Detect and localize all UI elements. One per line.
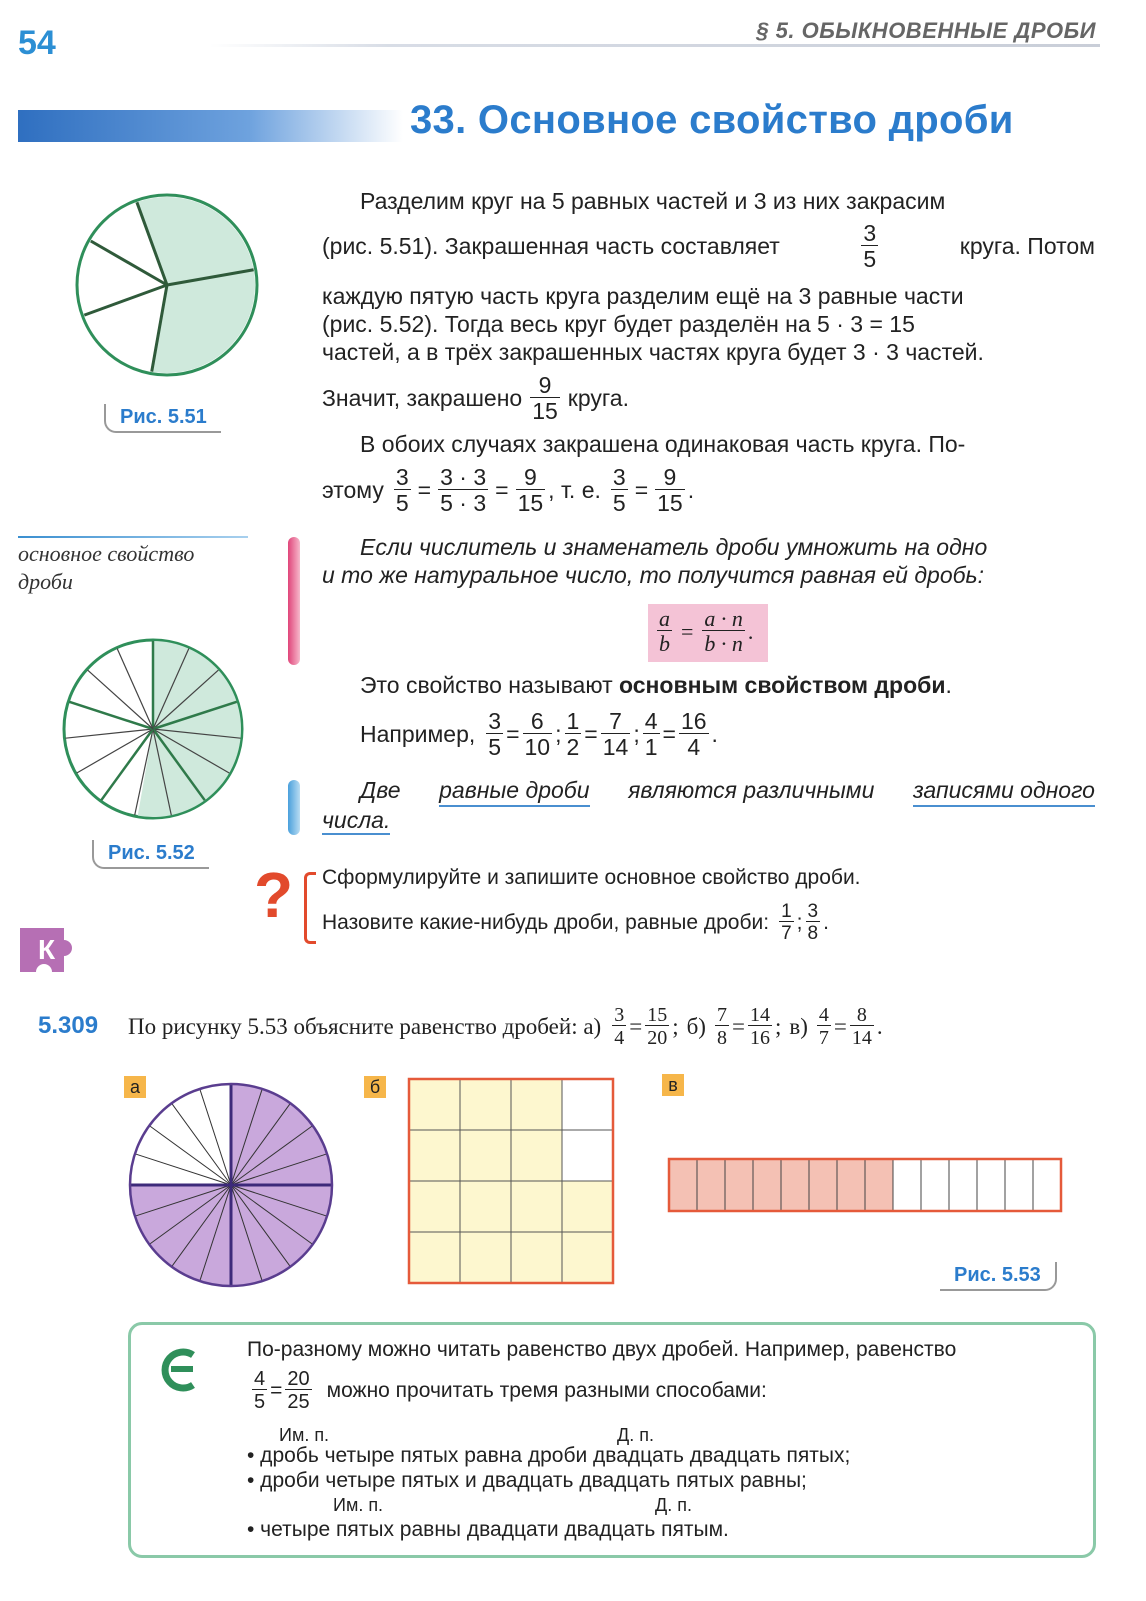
example-line: Например, $\frac{3}{5}$ = $\frac{6}{10}$ ; $\frac{1}{2}$ = $\frac{7}{14}$ ; $\frac{4}{1}$ = $\frac{16}{4}$ . xyxy=(360,708,718,760)
note-underlined: записями одного xyxy=(913,776,1095,807)
header-rule xyxy=(210,44,1100,47)
note-marker-bar xyxy=(288,780,300,835)
grid-cell xyxy=(460,1181,511,1232)
strip-cell xyxy=(1033,1159,1061,1211)
grid-cell xyxy=(460,1232,511,1283)
fraction: $\frac{3}{5}$ xyxy=(488,708,502,760)
para2-line2: этому $\frac{3}{5}$ = $\frac{3 \cdot 3}{5 \cdot 3}$ = $\frac{9}{15}$ , т. е. $\frac{3}{5}$ = $\frac{9}{15}$ . xyxy=(322,464,695,516)
question-2: Назовите какие-нибудь дроби, равные дроби: $\frac{1}{7}$ ; $\frac{3}{8}$ . xyxy=(322,901,829,944)
para2-text: этому xyxy=(322,477,384,503)
grid-cell xyxy=(511,1130,562,1181)
para1-text: круга. Потом xyxy=(959,233,1095,259)
strip-cell xyxy=(921,1159,949,1211)
strip-cell xyxy=(781,1159,809,1211)
example-label: Например, xyxy=(360,721,476,747)
strip-cell xyxy=(809,1159,837,1211)
grid-cell xyxy=(562,1181,613,1232)
strip-cell xyxy=(893,1159,921,1211)
grid-cell xyxy=(460,1079,511,1130)
strip-cell xyxy=(1005,1159,1033,1211)
rule-marker-bar xyxy=(288,537,300,665)
figure-5-53c-strip xyxy=(666,1156,1066,1218)
fraction: $\frac{16}{4}$ xyxy=(680,708,707,760)
grid-cell xyxy=(511,1181,562,1232)
note-line1 xyxy=(360,776,1095,807)
figure-label-c: в xyxy=(662,1074,684,1096)
fraction: $\frac{1}{2}$ xyxy=(566,708,580,760)
page-number: 54 xyxy=(18,24,56,62)
strip-cell xyxy=(865,1159,893,1211)
question-bracket xyxy=(304,872,316,944)
formula-right: $\frac{a \cdot n}{b \cdot n}$ xyxy=(704,606,743,656)
fraction: $\frac{7}{8}$ xyxy=(716,1004,727,1049)
grid-cell xyxy=(409,1130,460,1181)
para1-text: круга. xyxy=(567,385,629,411)
grid-cell xyxy=(409,1232,460,1283)
fraction: $\frac{4}{7}$ xyxy=(818,1004,829,1049)
figure-5-53a-circle xyxy=(126,1080,336,1290)
rule-line1: Если числитель и знаменатель дроби умножить на одно xyxy=(360,534,988,560)
para1-line5: частей, а в трёх закрашенных частях круга будет 3 · 3 частей. xyxy=(322,339,984,365)
case-dative: Д. п. xyxy=(655,1495,692,1515)
fraction: $\frac{3}{5}$ xyxy=(612,464,626,516)
figure-5-53b-grid xyxy=(406,1076,616,1286)
figure-label-b: б xyxy=(364,1076,386,1098)
page-title: 33. Основное свойство дроби xyxy=(410,98,1014,142)
para1-line4: (рис. 5.52). Тогда весь круг будет разделён на 5 · 3 = 15 xyxy=(322,311,915,337)
exercise-label: в) xyxy=(789,1013,808,1039)
case-dative: Д. п. xyxy=(617,1425,654,1445)
box-bullet-2: • дроби четыре пятых и двадцать двадцать пятых равны; xyxy=(247,1469,807,1492)
figure-5-53-caption: Рис. 5.53 xyxy=(940,1262,1057,1291)
note-line2 xyxy=(322,806,390,835)
para1-text: Значит, закрашено xyxy=(322,385,523,411)
note-text: являются различными xyxy=(628,777,875,803)
fraction: $\frac{3 \cdot 3}{5 \cdot 3}$ xyxy=(440,464,487,516)
fraction: $\frac{6}{10}$ xyxy=(524,708,551,760)
question-2-text: Назовите какие-нибудь дроби, равные дроби: xyxy=(322,910,770,934)
note-underlined: числа. xyxy=(322,807,391,833)
exercise-prompt: По рисунку 5.53 объясните равенство дробей: а) xyxy=(128,1013,602,1039)
margin-term-rule xyxy=(18,536,248,538)
exercise-label: б) xyxy=(686,1013,706,1039)
box-bullet-3: • четыре пятых равны двадцати двадцать пятым. xyxy=(247,1518,729,1541)
para2-text: , т. е. xyxy=(548,477,601,503)
note-text: Две xyxy=(360,777,401,803)
para1-line1: Разделим круг на 5 равных частей и 3 из них закрасим xyxy=(360,188,946,214)
grid-cell xyxy=(511,1232,562,1283)
exercise-text: По рисунку 5.53 объясните равенство дробей: а) $\frac{3}{4}$ = $\frac{15}{20}$ ; б) $\frac{7}{8}$ = $\frac{14}{16}$ ; в) $\frac{4}{7}$ = $\frac{8}{14}$ . xyxy=(128,1004,883,1049)
fraction: $\frac{3}{8}$ xyxy=(807,901,819,944)
strip-cell xyxy=(837,1159,865,1211)
grid-cell xyxy=(460,1130,511,1181)
property-formula: $\frac{a}{b}$ = $\frac{a \cdot n}{b \cdot n}$ . xyxy=(648,604,768,662)
para1-line2 xyxy=(322,222,1095,271)
figure-5-51-caption: Рис. 5.51 xyxy=(104,404,221,433)
case-nominative: Им. п. xyxy=(333,1495,384,1515)
strip-cell xyxy=(725,1159,753,1211)
grid-cell xyxy=(562,1130,613,1181)
reading-symbol-icon xyxy=(153,1345,203,1395)
grid-cell xyxy=(409,1181,460,1232)
case-nominative: Им. п. xyxy=(279,1425,330,1445)
k-puzzle-badge-icon xyxy=(18,926,86,988)
fraction: $\frac{4}{5}$ xyxy=(254,1368,266,1413)
exercise-number: 5.309 xyxy=(38,1012,99,1039)
property-text: Это свойство называют xyxy=(360,672,613,698)
margin-term: основное свойство дроби xyxy=(18,541,195,594)
title-decoration-bar xyxy=(18,110,403,142)
property-sentence: Это свойство называют основным свойством дроби. xyxy=(360,672,952,698)
para1-line3: каждую пятую часть круга разделим ещё на 3 равные части xyxy=(322,283,964,309)
strip-cell xyxy=(949,1159,977,1211)
note-underlined: равные дроби xyxy=(439,776,589,807)
fraction: $\frac{1}{7}$ xyxy=(781,901,792,944)
fraction-9-15: $\frac{9}{15}$ xyxy=(532,372,558,424)
fraction: $\frac{3}{5}$ xyxy=(395,464,409,516)
figure-5-52-caption: Рис. 5.52 xyxy=(92,840,209,869)
para2-line1: В обоих случаях закрашена одинаковая часть круга. По- xyxy=(360,431,966,457)
fraction: $\frac{20}{25}$ xyxy=(287,1368,310,1413)
question-1: Сформулируйте и запишите основное свойство дроби. xyxy=(322,866,861,889)
property-term: основным свойством дроби xyxy=(619,672,946,698)
fraction: $\frac{8}{14}$ xyxy=(851,1004,872,1049)
question-mark-icon: ? xyxy=(254,859,294,931)
box-line2: $\frac{4}{5}$ = $\frac{20}{25}$ можно прочитать тремя разными способами: xyxy=(254,1368,767,1413)
grid-cell xyxy=(562,1232,613,1283)
fraction: $\frac{3}{4}$ xyxy=(614,1004,625,1049)
strip-cell xyxy=(669,1159,697,1211)
fraction: $\frac{9}{15}$ xyxy=(657,464,683,516)
grid-cell xyxy=(409,1079,460,1130)
box-line1: По-разному можно читать равенство двух дробей. Например, равенство xyxy=(247,1338,957,1361)
fraction: $\frac{9}{15}$ xyxy=(517,464,544,516)
box-bullet-1: • дробь четыре пятых равна дроби двадцать двадцать пятых; xyxy=(247,1444,851,1467)
fraction: $\frac{15}{20}$ xyxy=(647,1004,668,1049)
formula-left: $\frac{a}{b}$ xyxy=(659,606,670,656)
fraction: $\frac{4}{1}$ xyxy=(644,708,658,760)
grid-cell xyxy=(511,1079,562,1130)
figure-5-51-circle xyxy=(72,190,262,380)
strip-cell xyxy=(977,1159,1005,1211)
fraction: $\frac{14}{16}$ xyxy=(749,1004,770,1049)
strip-cell xyxy=(753,1159,781,1211)
figure-5-52-circle xyxy=(60,636,246,822)
section-title: § 5. ОБЫКНОВЕННЫЕ ДРОБИ xyxy=(756,18,1096,43)
strip-cell xyxy=(697,1159,725,1211)
grid-cell xyxy=(562,1079,613,1130)
para1-text: (рис. 5.51). Закрашенная часть составляет xyxy=(322,233,780,259)
k-badge-label: К xyxy=(38,934,56,965)
reading-info-box xyxy=(128,1322,1096,1558)
rule-line2: и то же натуральное число, то получится равная ей дробь: xyxy=(322,562,985,588)
fraction: $\frac{7}{14}$ xyxy=(602,708,629,760)
fraction-3-5: $\frac{3}{5}$ xyxy=(863,220,877,272)
para1-line6 xyxy=(322,374,629,423)
box-text: можно прочитать тремя разными способами: xyxy=(326,1379,767,1402)
figure-label-a: а xyxy=(124,1076,146,1098)
